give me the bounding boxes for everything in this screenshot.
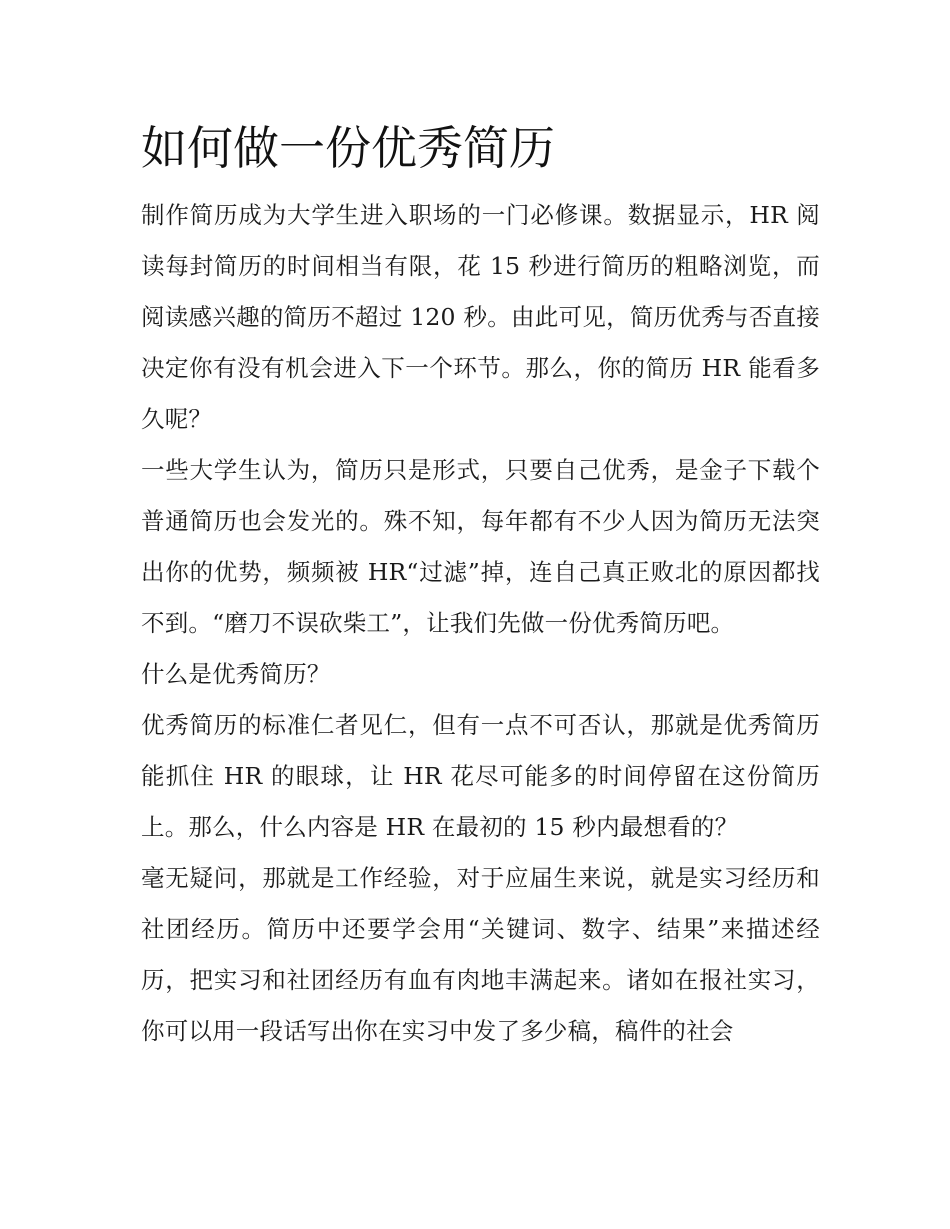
paragraph-misconception: 一些大学生认为，简历只是形式，只要自己优秀，是金子下载个普通简历也会发光的。殊不知，每年都有不少人因为简历无法突出你的优势，频频被 HR“过滤”掉，连自己真正败北的原因都找不到。“磨刀不误砍柴工”，让我们先做一份优秀简历吧。 [141,456,820,637]
section-heading-what-is-good-resume: 什么是优秀简历？ [141,660,331,688]
paragraph-work-experience: 毫无疑问，那就是工作经验，对于应届生来说，就是实习经历和社团经历。简历中还要学会用“关键词、数字、结果”来描述经历，把实习和社团经历有血有肉地丰满起来。诸如在报社实习，你可以用一段话写出你在实习中发了多少稿，稿件的社会 [141,864,820,1045]
paragraph-good-resume-standard: 优秀简历的标准仁者见仁，但有一点不可否认，那就是优秀简历能抓住 HR 的眼球，让 HR 花尽可能多的时间停留在这份简历上。那么，什么内容是 HR 在最初的 15 秒内最想看的？ [141,711,820,841]
document-title: 如何做一份优秀简历 [141,121,555,175]
paragraph-intro: 制作简历成为大学生进入职场的一门必修课。数据显示，HR 阅读每封简历的时间相当有限，花 15 秒进行简历的粗略浏览，而阅读感兴趣的简历不超过 120 秒。由此可见，简历优秀与否直接决定你有没有机会进入下一个环节。那么，你的简历 HR 能看多久呢？ [141,201,820,433]
